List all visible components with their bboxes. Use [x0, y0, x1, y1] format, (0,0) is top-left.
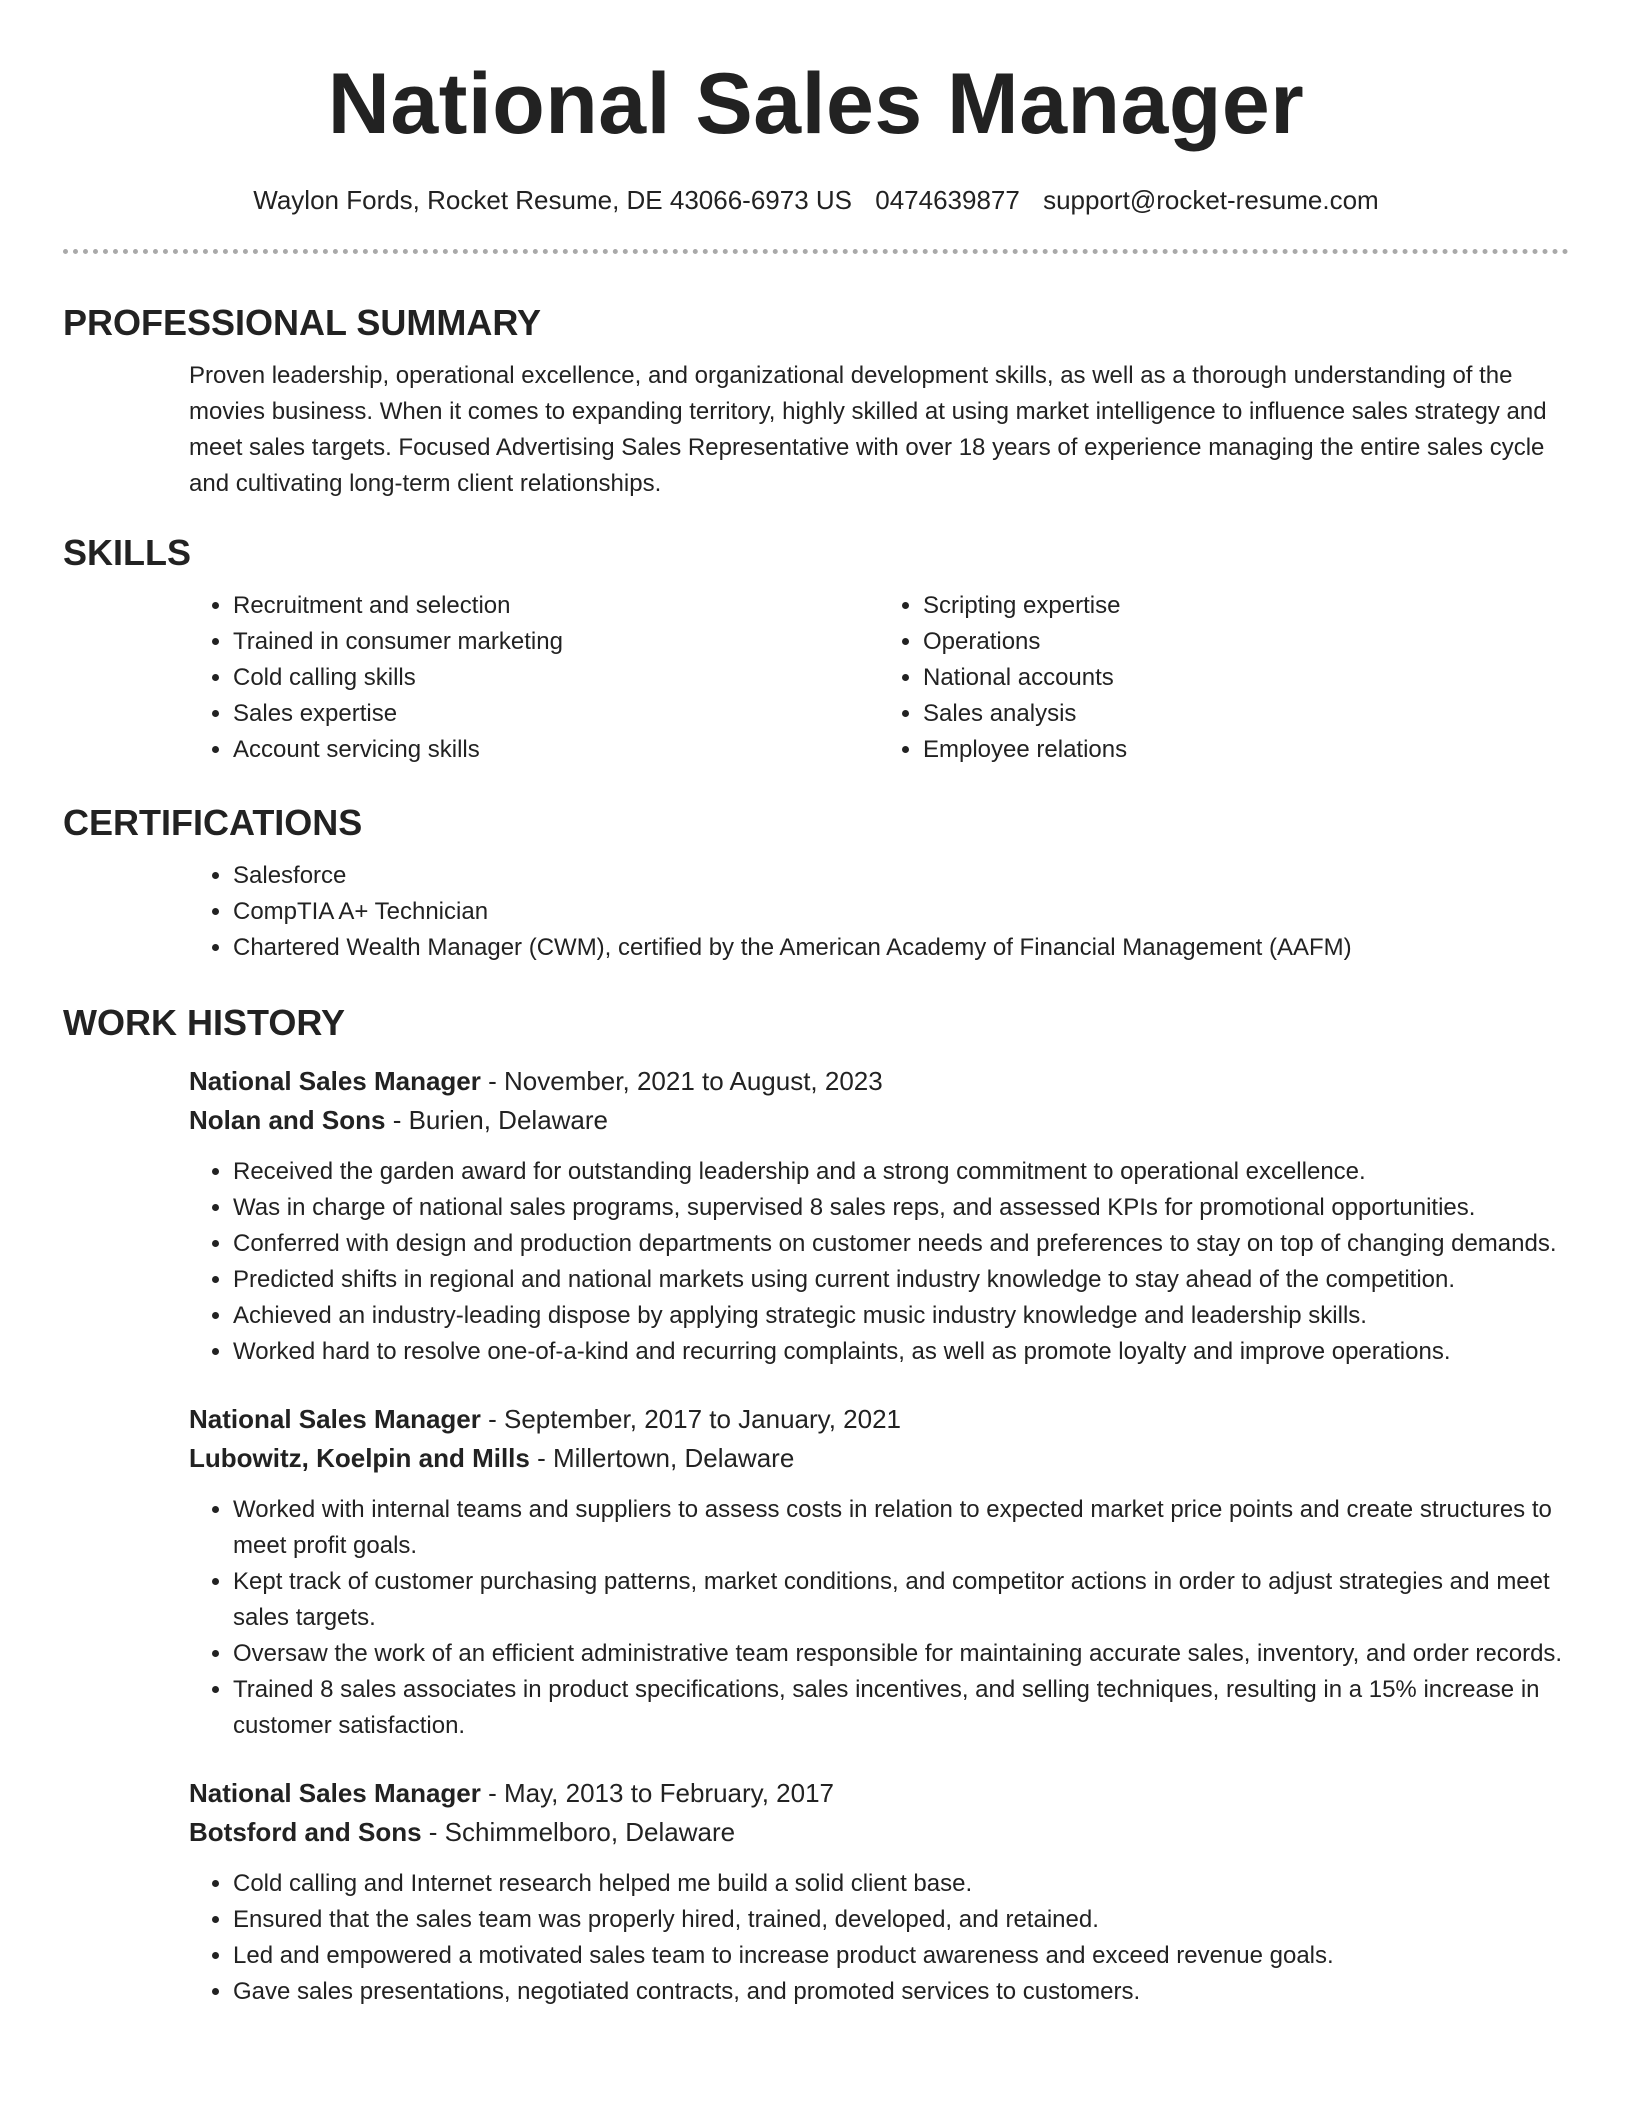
skill-item: • Account servicing skills — [233, 732, 879, 768]
resume-title: National Sales Manager — [327, 56, 1305, 152]
job-bullets — [189, 1492, 1569, 1744]
skill-item: • Employee relations — [923, 732, 1569, 768]
job-dates: - May, 2013 to February, 2017 — [480, 1778, 834, 1808]
job-company: Nolan and Sons — [189, 1105, 386, 1135]
job-bullet: • Worked with internal teams and suppliers to assess costs in relation to expected market price points and create structures to meet profit goals. — [233, 1492, 1569, 1564]
job-bullet: • Ensured that the sales team was properly hired, trained, developed, and retained. — [233, 1902, 1569, 1938]
summary-text: Proven leadership, operational excellence, and organizational development skills, as well as a thorough understanding of the movies business. When it comes to expanding territory, highly skilled at using market intelligence to influence sales strategy and meet sales targets. Focused Advertising Sales Representative with over 18 years of experience managing the entire sales cycle and cultivating long-term client relationships. — [189, 362, 1547, 497]
skill-item: • Operations — [923, 624, 1569, 660]
skill-item: • Trained in consumer marketing — [233, 624, 879, 660]
job-bullets — [189, 1154, 1569, 1370]
summary-heading: PROFESSIONAL SUMMARY — [63, 302, 542, 343]
job-bullet: • Oversaw the work of an efficient administrative team responsible for maintaining accurate sales, inventory, and order records. — [233, 1636, 1569, 1672]
job-location: - Burien, Delaware — [385, 1105, 609, 1135]
certification-item: • Chartered Wealth Manager (CWM), certified by the American Academy of Financial Management (AAFM) — [233, 930, 1569, 966]
job-bullet: • Was in charge of national sales programs, supervised 8 sales reps, and assessed KPIs for promotional opportunities. — [233, 1190, 1569, 1226]
job-bullets — [189, 1866, 1569, 2010]
job-title: National Sales Manager — [189, 1066, 481, 1096]
contact-email: support@rocket-resume.com — [1043, 185, 1379, 215]
job-location: - Millertown, Delaware — [529, 1443, 795, 1473]
job-entry — [189, 1774, 1569, 2010]
header-divider — [63, 249, 1569, 254]
job-entry — [189, 1062, 1569, 1370]
work-history-heading: WORK HISTORY — [63, 1002, 346, 1043]
job-company-line — [189, 1439, 1569, 1478]
job-bullet: • Gave sales presentations, negotiated contracts, and promoted services to customers. — [233, 1974, 1569, 2010]
contact-phone: 0474639877 — [875, 185, 1020, 215]
skill-item: • Sales analysis — [923, 696, 1569, 732]
job-title-line — [189, 1062, 1569, 1101]
certifications-list — [189, 858, 1569, 966]
job-bullet: • Cold calling and Internet research helped me build a solid client base. — [233, 1866, 1569, 1902]
job-bullet: • Worked hard to resolve one-of-a-kind and recurring complaints, as well as promote loyalty and improve operations. — [233, 1334, 1569, 1370]
resume-content — [63, 292, 1569, 2040]
skills-list — [189, 588, 1569, 768]
skill-item: • National accounts — [923, 660, 1569, 696]
job-bullet: • Achieved an industry-leading dispose by applying strategic music industry knowledge and leadership skills. — [233, 1298, 1569, 1334]
contact-line — [0, 180, 1632, 220]
job-bullet: • Predicted shifts in regional and national markets using current industry knowledge to stay ahead of the competition. — [233, 1262, 1569, 1298]
job-title: National Sales Manager — [189, 1404, 481, 1434]
job-title-line — [189, 1774, 1569, 1813]
skills-heading: SKILLS — [63, 532, 192, 573]
certifications-heading: CERTIFICATIONS — [63, 802, 363, 843]
job-dates: - November, 2021 to August, 2023 — [480, 1066, 883, 1096]
skill-item: • Recruitment and selection — [233, 588, 879, 624]
job-bullet: • Kept track of customer purchasing patterns, market conditions, and competitor actions in order to adjust strategies and meet sales targets. — [233, 1564, 1569, 1636]
skills-column-left — [189, 588, 879, 768]
job-entry — [189, 1400, 1569, 1744]
job-company: Lubowitz, Koelpin and Mills — [189, 1443, 530, 1473]
certification-item: • CompTIA A+ Technician — [233, 894, 1569, 930]
skills-column-right — [879, 588, 1569, 768]
job-title-line — [189, 1400, 1569, 1439]
contact-address: Waylon Fords, Rocket Resume, DE 43066-6973 US — [253, 185, 853, 215]
job-bullet: • Received the garden award for outstanding leadership and a strong commitment to operational excellence. — [233, 1154, 1569, 1190]
job-bullet: • Conferred with design and production departments on customer needs and preferences to stay on top of changing demands. — [233, 1226, 1569, 1262]
skill-item: • Sales expertise — [233, 696, 879, 732]
job-company-line — [189, 1101, 1569, 1140]
job-dates: - September, 2017 to January, 2021 — [480, 1404, 902, 1434]
job-company: Botsford and Sons — [189, 1817, 422, 1847]
skill-item: • Cold calling skills — [233, 660, 879, 696]
certification-item: • Salesforce — [233, 858, 1569, 894]
job-title: National Sales Manager — [189, 1778, 481, 1808]
job-bullet: • Led and empowered a motivated sales team to increase product awareness and exceed revenue goals. — [233, 1938, 1569, 1974]
job-bullet: • Trained 8 sales associates in product specifications, sales incentives, and selling techniques, resulting in a 15% increase in customer satisfaction. — [233, 1672, 1569, 1744]
job-company-line — [189, 1813, 1569, 1852]
job-location: - Schimmelboro, Delaware — [421, 1817, 736, 1847]
skill-item: • Scripting expertise — [923, 588, 1569, 624]
